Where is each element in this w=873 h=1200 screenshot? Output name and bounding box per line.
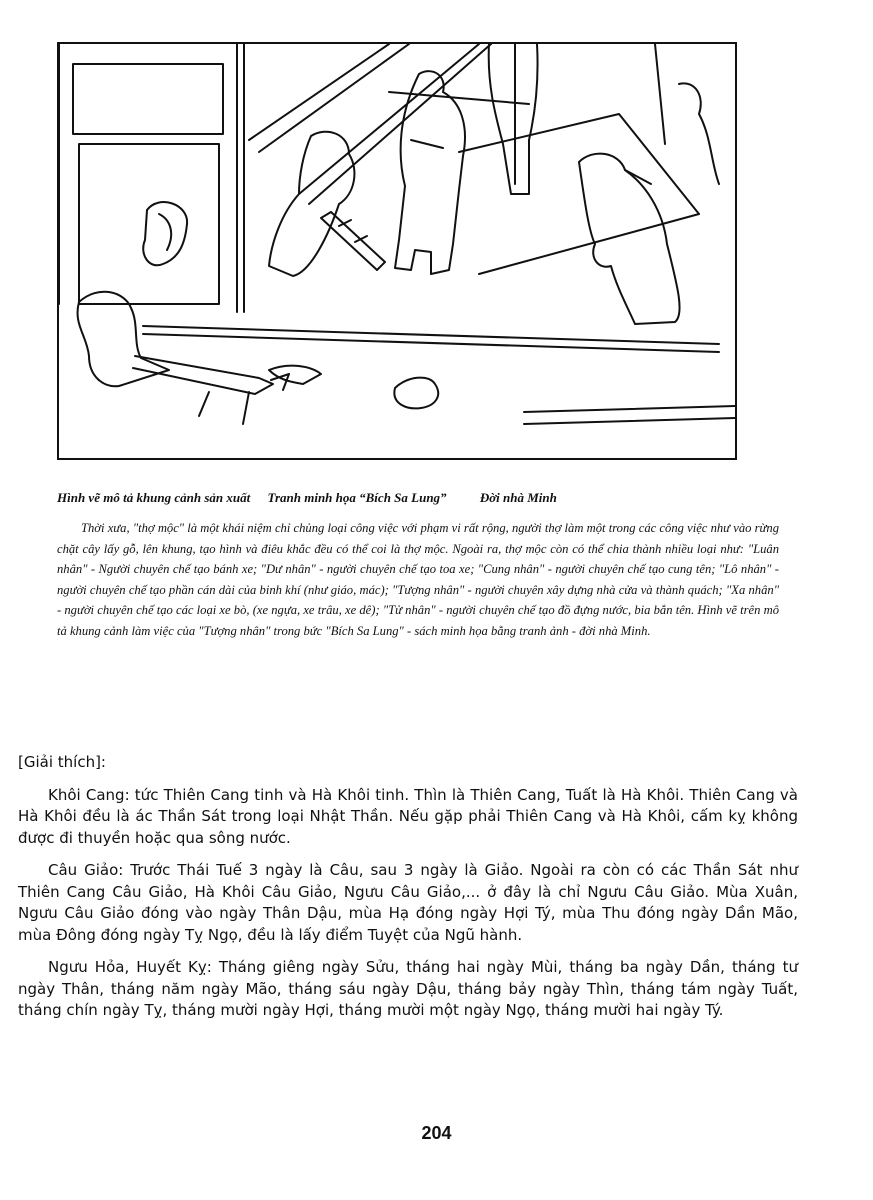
- explanation-paragraph: Ngưu Hỏa, Huyết Kỵ: Tháng giêng ngày Sửu, tháng hai ngày Mùi, tháng ba ngày Dần, tháng tư ngày Thân, tháng năm ngày Mão, tháng sáu ngày Dậu, tháng bảy ngày Thìn, tháng tám ngày Tuất, tháng chín ngày Tỵ, tháng mười ngày Hợi, tháng mười một ngày Ngọ, tháng mười hai ngày Tý.: [18, 958, 798, 1019]
- explanation-section: [18, 752, 798, 1033]
- caption-description: Hình vẽ mô tả khung cảnh sản xuất: [57, 490, 251, 505]
- explanation-heading: [Giải thích]:: [18, 753, 106, 771]
- caption-dynasty: Đời nhà Minh: [479, 490, 557, 505]
- explanation-paragraph: Khôi Cang: tức Thiên Cang tinh và Hà Khôi tinh. Thìn là Thiên Cang, Tuất là Hà Khôi. Thiên Cang và Hà Khôi đều là ác Thần Sát trong loại Nhật Thần. Nếu gặp phải Thiên Cang và Hà Khôi, cấm kỵ không được đi thuyền hoặc qua sông nước.: [18, 785, 798, 847]
- figure-note: [57, 518, 779, 641]
- figure-note-text: Thời xưa, "thợ mộc" là một khái niệm chỉ chủng loại công việc với phạm vi rất rộng, người thợ làm một trong các công việc như vào rừng chặt cây lấy gỗ, lên khung, tạo hình và điêu khắc đều có thể coi là thợ mộc. Ngoài ra, thợ mộc còn có thể chia thành nhiều loại như: "Luân nhân" - Người chuyên chế tạo bánh xe; "Dư nhân" - người chuyên chế tạo toa xe; "Cung nhân" - người chuyên chế tạo cung tên; "Lô nhân" - người chuyên chế tạo phần cán dài của binh khí (như giáo, mác); "Tượng nhân" - người chuyên xây dựng nhà cửa và thành quách; "Xa nhân" - người chuyên chế tạo các loại xe bò, (xe ngựa, xe trâu, xe dê); "Tử nhân" - người chuyên chế tạo đồ đựng nước, bia bắn tên. Hình vẽ trên mô tả khung cảnh làm việc của "Tượng nhân" trong bức "Bích Sa Lung" - sách minh họa bằng tranh ảnh - đời nhà Minh.: [57, 521, 779, 638]
- caption-source: Tranh minh họa “Bích Sa Lung”: [267, 490, 447, 505]
- woodcut-illustration: [57, 42, 737, 460]
- page-number: 204: [421, 1123, 452, 1143]
- illustration-drawing: [59, 44, 735, 458]
- figure-caption: [57, 490, 777, 506]
- explanation-paragraph: Câu Giảo: Trước Thái Tuế 3 ngày là Câu, sau 3 ngày là Giảo. Ngoài ra còn có các Thần Sát như Thiên Cang Câu Giảo, Hà Khôi Câu Giảo, Ngưu Câu Giảo,... ở đây là chỉ Ngưu Câu Giảo. Mùa Xuân, Ngưu Câu Giảo đóng vào ngày Thân Dậu, mùa Hạ đóng ngày Hợi Tý, mùa Thu đóng ngày Dần Mão, mùa Đông đóng ngày Tỵ Ngọ, đều là lấy điểm Tuyệt của Ngũ hành.: [18, 861, 798, 944]
